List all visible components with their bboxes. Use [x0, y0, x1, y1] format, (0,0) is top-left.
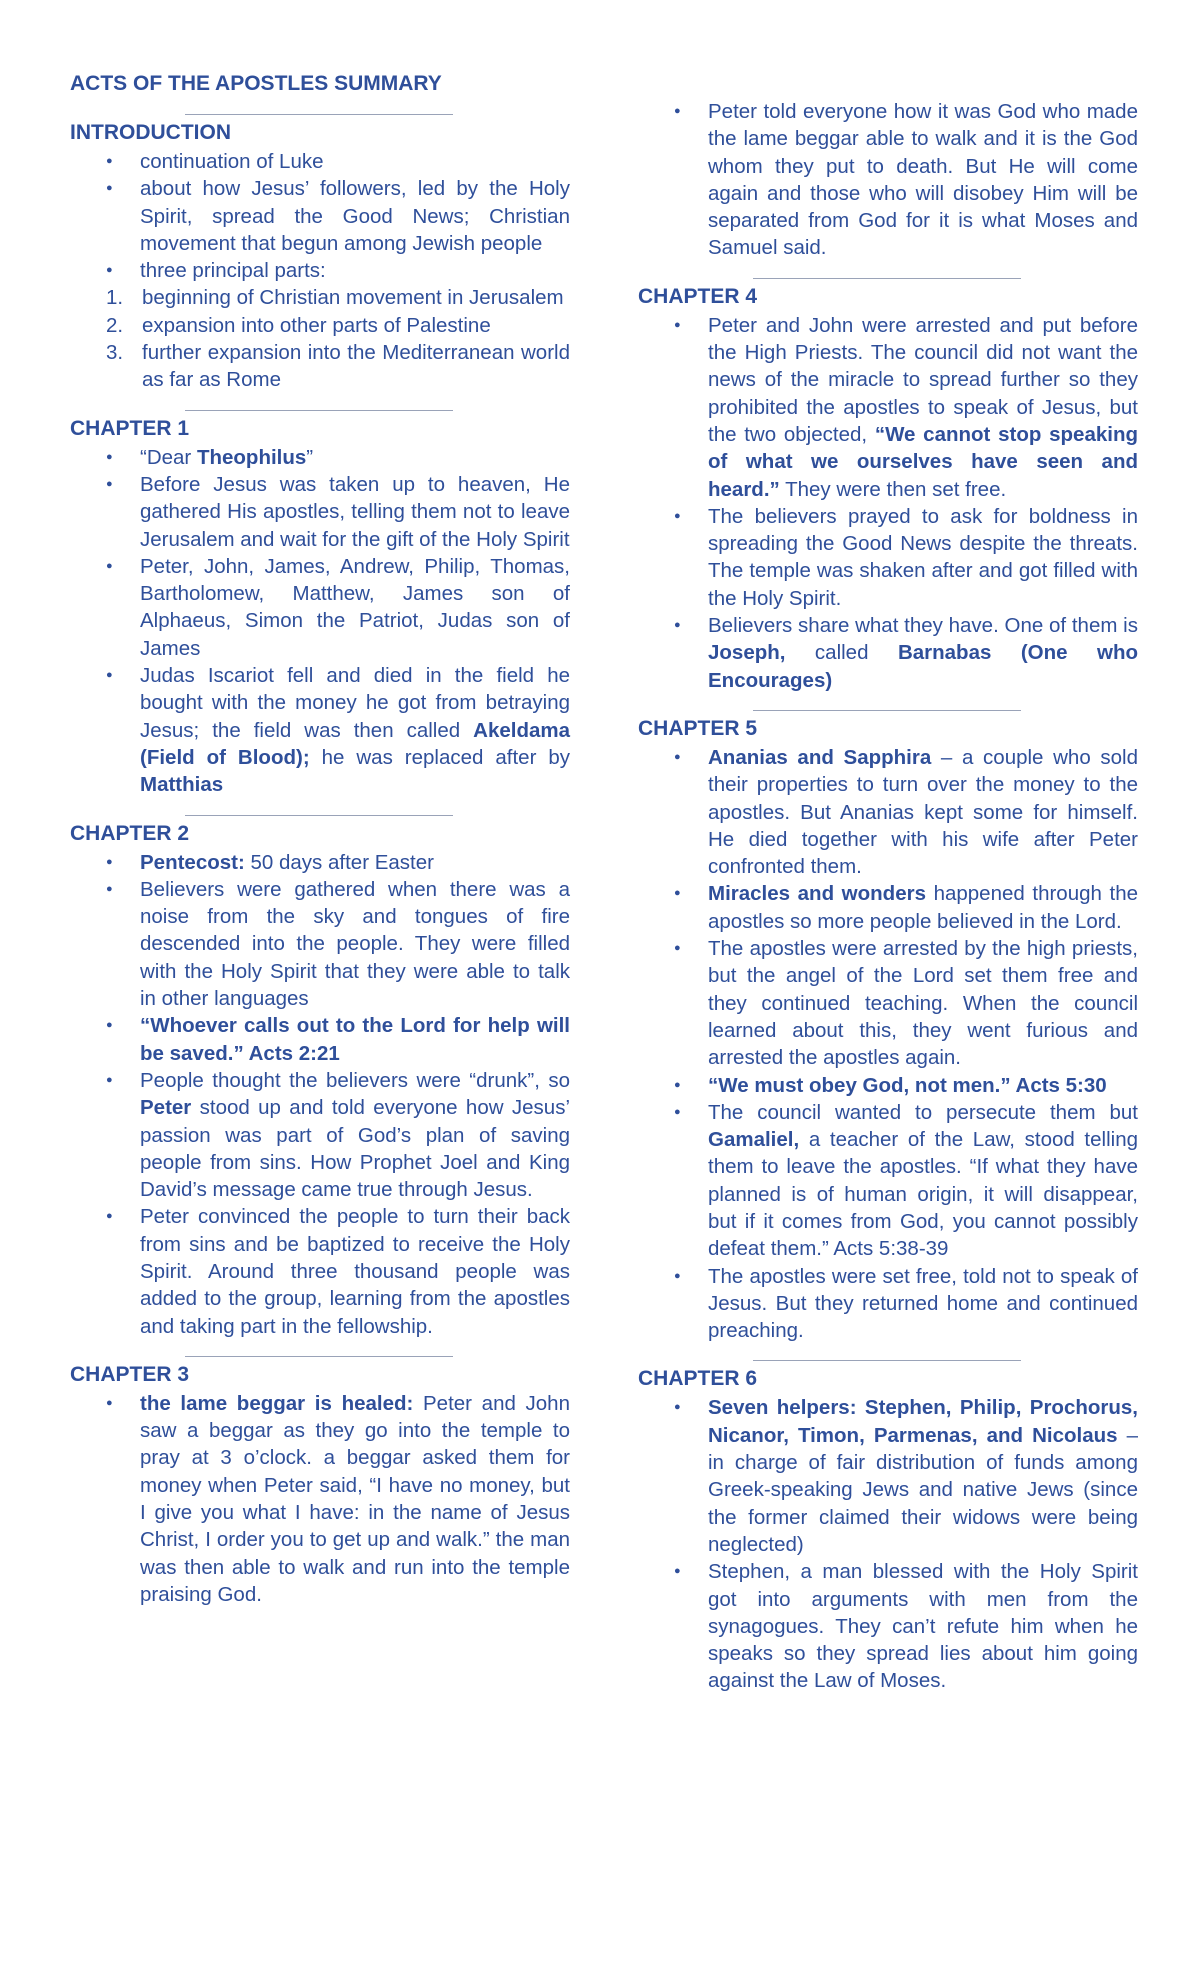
item-text: “Dear: [140, 445, 197, 469]
item-text: Stephen, a man blessed with the Holy Spirit got into arguments with men from the synagogues. They can’t refute him when he speaks so they spread lies about him going against the Law of Moses.: [708, 1560, 1138, 1693]
bold-text: Matthias: [140, 773, 224, 797]
heading-chapter-5: CHAPTER 5: [638, 716, 758, 740]
bold-text: Theophilus: [196, 445, 307, 469]
bold-text: Akeldama (Field of Blood);: [140, 718, 570, 769]
item-text: happened through the apostles so more people believed in the Lord.: [708, 882, 1138, 933]
list-item: [638, 1263, 1138, 1345]
section-divider: [185, 815, 453, 816]
list-item: [638, 1558, 1138, 1694]
list-item: [70, 553, 570, 662]
chapter-4-list: [638, 312, 1138, 694]
chapter-5-list: [638, 744, 1138, 1345]
right-column: [638, 98, 1138, 1695]
bold-text: Pentecost:: [140, 850, 245, 874]
item-text: Peter and John saw a beggar as they go into the temple to pray at 3 o’clock. a beggar asked them for money when Peter said, “I have no money, but I give you what I have: in the name of Jesus Christ, I order you to get up and walk.” the man was then able to walk and run into the temple praising God.: [140, 1391, 570, 1606]
document-title: ACTS OF THE APOSTLES SUMMARY: [70, 72, 442, 95]
list-item: [638, 312, 1138, 503]
list-item: [70, 849, 570, 876]
numbered-item: 3. further expansion into the Mediterranean world as far as Rome: [106, 341, 570, 392]
left-column: [70, 70, 570, 1608]
list-item: [638, 612, 1138, 694]
bold-text: “We must obey God, not men.” Acts 5:30: [708, 1073, 1107, 1097]
item-text: The council wanted to persecute them but: [708, 1100, 1138, 1124]
chapter-3-list: [70, 1390, 570, 1608]
list-item: [70, 257, 570, 284]
item-text: Believers were gathered when there was a noise from the sky and tongues of fire descended into the people. They were filled with the Holy Spirit that they were able to talk in other languages: [140, 877, 570, 1011]
item-text: he was replaced after by: [309, 745, 571, 769]
heading-chapter-3: CHAPTER 3: [70, 1362, 190, 1386]
list-item: [70, 175, 570, 257]
list-item: [638, 1072, 1138, 1099]
item-text: continuation of Luke: [140, 150, 324, 173]
list-item: [638, 935, 1138, 1071]
list-item: [70, 1067, 570, 1203]
list-item: [638, 98, 1138, 262]
list-item: [70, 1203, 570, 1339]
list-item: [638, 1099, 1138, 1263]
chapter-3-list-continued: [638, 98, 1138, 262]
section-divider: [753, 278, 1021, 279]
bold-text: the lame beggar is healed:: [140, 1391, 414, 1415]
list-item: [70, 471, 570, 553]
section-divider: [185, 410, 453, 411]
item-text: a teacher of the Law, stood telling them to leave the apostles. “If what they have planned is of human origin, it will disappear, but if it comes from God, you cannot possibly defeat them.” Acts 5:38-39: [708, 1128, 1138, 1261]
item-text: 50 days after Easter: [244, 850, 434, 874]
bold-text: Ananias and Sapphira: [708, 745, 932, 769]
item-text: about how Jesus’ followers, led by the Holy Spirit, spread the Good News; Christian movement that begun among Jewish people: [140, 177, 570, 255]
item-text: ”: [306, 445, 314, 469]
item-text: – in charge of fair distribution of funds among Greek-speaking Jews and native Jews (since the former claimed their widows were being neglected): [708, 1423, 1138, 1556]
list-item: [70, 444, 570, 471]
numbered-item: 2. expansion into other parts of Palestine: [106, 313, 491, 337]
item-text: The apostles were arrested by the high priests, but the angel of the Lord set them free and they continued teaching. When the council learned about this, they went furious and arrested the apostles again.: [708, 937, 1138, 1070]
chapter-6-list: [638, 1394, 1138, 1694]
item-text: The believers prayed to ask for boldness in spreading the Good News despite the threats. The temple was shaken after and got filled with the Holy Spirit.: [708, 504, 1138, 610]
section-divider: [753, 710, 1021, 711]
heading-chapter-4: CHAPTER 4: [638, 284, 758, 308]
item-text: Judas Iscariot fell and died in the field he bought with the money he got from betraying Jesus; the field was then called: [140, 664, 570, 742]
bold-text: “Whoever calls out to the Lord for help will be saved.” Acts 2:21: [140, 1014, 570, 1065]
item-text: three principal parts:: [140, 259, 326, 283]
list-item: [638, 744, 1138, 880]
heading-chapter-6: CHAPTER 6: [638, 1367, 758, 1391]
item-text: Peter and John were arrested and put before the High Priests. The council did not want the news of the miracle to spread further so they prohibited the apostles to speak of Jesus, but the two objected,: [708, 313, 1138, 446]
list-item: [638, 503, 1138, 612]
heading-chapter-2: CHAPTER 2: [70, 821, 190, 845]
item-text: Before Jesus was taken up to heaven, He gathered His apostles, telling them not to leave Jerusalem and wait for the gift of the Holy Spirit: [140, 472, 570, 551]
item-text: Peter told everyone how it was God who made the lame beggar able to walk and it is the God whom they put to death. But He will come again and those who will disobey Him will be separated from God for it is what Moses and Samuel said.: [708, 100, 1138, 260]
list-item: [70, 1390, 570, 1608]
chapter-1-list: [70, 444, 570, 799]
bold-text: Gamaliel,: [708, 1128, 800, 1152]
bold-text: Joseph,: [708, 641, 786, 665]
item-text: Peter convinced the people to turn their back from sins and be baptized to receive the Holy Spirit. Around three thousand people was added to the group, learning from the apostles and taking part in the fellowship.: [140, 1205, 570, 1338]
section-divider: [753, 1360, 1021, 1361]
introduction-list: [70, 148, 570, 284]
section-divider: [185, 1356, 453, 1357]
list-item: [70, 662, 570, 798]
bold-text: “We cannot stop speaking of what we ourselves have seen and heard.”: [708, 422, 1138, 501]
list-item: [70, 148, 570, 175]
item-text: People thought the believers were “drunk”, so: [140, 1068, 570, 1092]
heading-chapter-1: CHAPTER 1: [70, 416, 190, 440]
bold-text: Barnabas (One who Encourages): [708, 641, 1138, 692]
list-item: [70, 876, 570, 1012]
item-text: Peter, John, James, Andrew, Philip, Thomas, Bartholomew, Matthew, James son of Alphaeus, Simon the Patriot, Judas son of James: [140, 554, 570, 660]
item-text: – a couple who sold their properties to turn over the money to the apostles. But Ananias kept some for himself. He died together with his wife after Peter confronted them.: [708, 745, 1138, 879]
item-text: Believers share what they have. One of them is: [708, 614, 1138, 638]
section-divider: [185, 114, 453, 115]
heading-introduction: INTRODUCTION: [70, 121, 231, 144]
item-text: called: [785, 641, 898, 665]
chapter-2-list: [70, 849, 570, 1340]
principal-parts-list: [70, 284, 570, 393]
list-item: [70, 1012, 570, 1067]
item-text: They were then set free.: [779, 477, 1007, 501]
list-item: [638, 880, 1138, 935]
bold-text: Miracles and wonders: [708, 882, 926, 906]
list-item: [638, 1394, 1138, 1558]
bold-text: Seven helpers: Stephen, Philip, Prochorus, Nicanor, Timon, Parmenas, and Nicolaus: [708, 1396, 1138, 1447]
numbered-item: 1. beginning of Christian movement in Jerusalem: [106, 286, 564, 310]
item-text: The apostles were set free, told not to speak of Jesus. But they returned home and continued preaching.: [708, 1264, 1138, 1343]
bold-text: Peter: [140, 1096, 192, 1120]
item-text: stood up and told everyone how Jesus’ passion was part of God’s plan of saving people from sins. How Prophet Joel and King David’s message came true through Jesus.: [140, 1096, 570, 1202]
